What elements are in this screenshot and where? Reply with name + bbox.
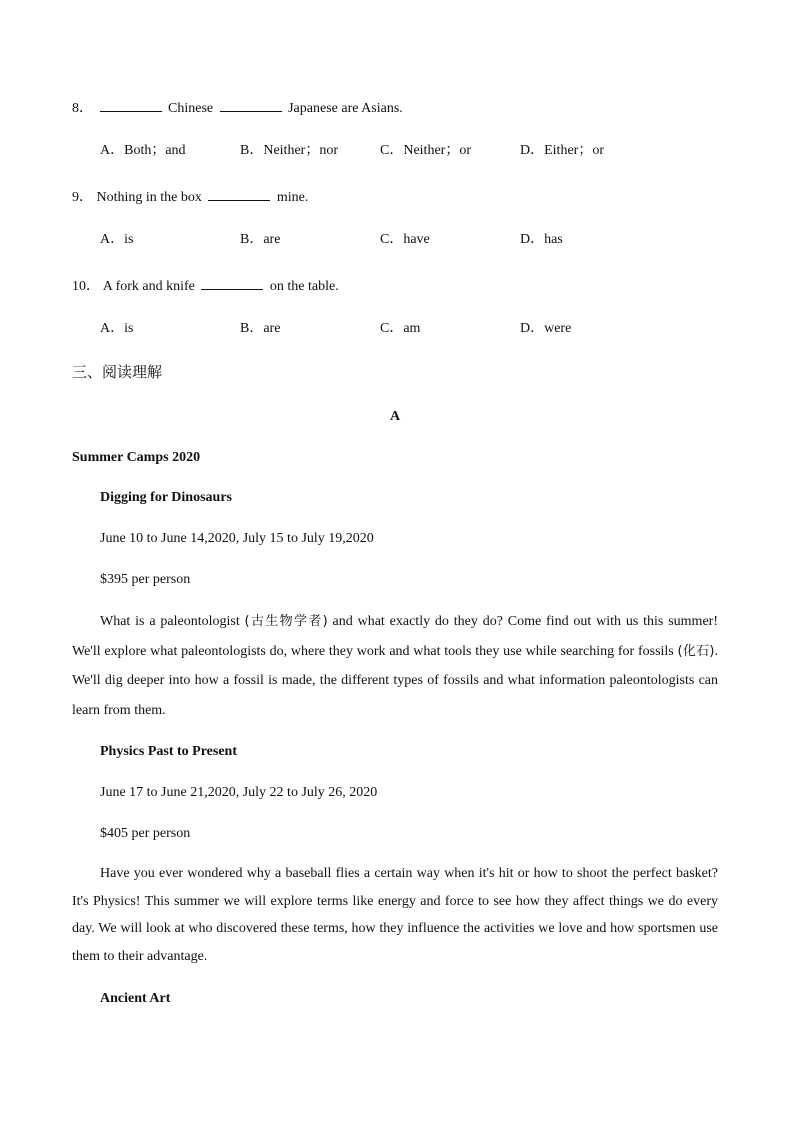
answer-blank bbox=[208, 188, 270, 201]
option-c: C．have bbox=[380, 232, 430, 247]
option-d: D．were bbox=[520, 321, 572, 336]
answer-blank bbox=[220, 99, 282, 112]
answer-blank bbox=[201, 277, 263, 290]
option-b: B．are bbox=[240, 232, 281, 247]
option-c: C．am bbox=[380, 321, 421, 336]
camp-description bbox=[72, 607, 718, 725]
description-text: What is a paleontologist bbox=[100, 614, 245, 629]
question-text: A fork and knife bbox=[102, 279, 195, 294]
option-a: A．is bbox=[100, 232, 134, 247]
section-heading: 三、阅读理解 bbox=[72, 363, 163, 381]
camp-dates: June 17 to June 21,2020, July 22 to July 26, 2020 bbox=[100, 785, 378, 800]
description-text: . We'll dig deeper into how a fossil is made, the different types of fossils and what information paleontologists can learn from them. bbox=[72, 643, 718, 718]
camp-name: Physics Past to Present bbox=[100, 744, 237, 759]
question-text: Chinese bbox=[168, 101, 214, 116]
question-number: 9． bbox=[72, 190, 93, 205]
description-text: Have you ever wondered why a baseball flies a certain way when it's hit or how to shoot the perfect basket? It's Physics! This summer we will explore terms like energy and force to see how they affect things we do every day. We will look at who discovered these terms, how they influence the activities we love and how sportsmen use them to their advantage. bbox=[72, 866, 718, 965]
question-text: on the table. bbox=[269, 279, 339, 294]
option-a: A．Both；and bbox=[100, 143, 186, 158]
passage-title: Summer Camps 2020 bbox=[72, 450, 201, 465]
chinese-gloss: (古生物学者) bbox=[244, 614, 328, 629]
description-text: and what exactly do they do? Come find out with us this summer! We'll explore what paleontologists do, where they work and what tools they use while searching for fossils bbox=[72, 614, 718, 659]
option-b: B．are bbox=[240, 321, 281, 336]
camp-description bbox=[72, 860, 718, 971]
camp-price: $405 per person bbox=[100, 826, 191, 841]
answer-blank bbox=[100, 99, 162, 112]
option-d: D．has bbox=[520, 232, 563, 247]
question-number: 10． bbox=[72, 279, 100, 294]
passage-letter: A bbox=[390, 409, 401, 424]
question-10 bbox=[72, 277, 339, 295]
option-d: D．Either；or bbox=[520, 143, 604, 158]
camp-dates: June 10 to June 14,2020, July 15 to July 19,2020 bbox=[100, 531, 374, 546]
question-9 bbox=[72, 188, 308, 206]
option-b: B．Neither；nor bbox=[240, 143, 338, 158]
question-text: Japanese are Asians. bbox=[288, 101, 403, 116]
camp-name: Ancient Art bbox=[100, 991, 171, 1006]
camp-price: $395 per person bbox=[100, 572, 191, 587]
question-number: 8． bbox=[72, 101, 93, 116]
question-text: mine. bbox=[276, 190, 309, 205]
question-8 bbox=[72, 99, 403, 117]
chinese-gloss: (化石) bbox=[677, 643, 715, 659]
question-text: Nothing in the box bbox=[96, 190, 202, 205]
camp-name: Digging for Dinosaurs bbox=[100, 490, 232, 505]
option-a: A．is bbox=[100, 321, 134, 336]
option-c: C．Neither；or bbox=[380, 143, 471, 158]
